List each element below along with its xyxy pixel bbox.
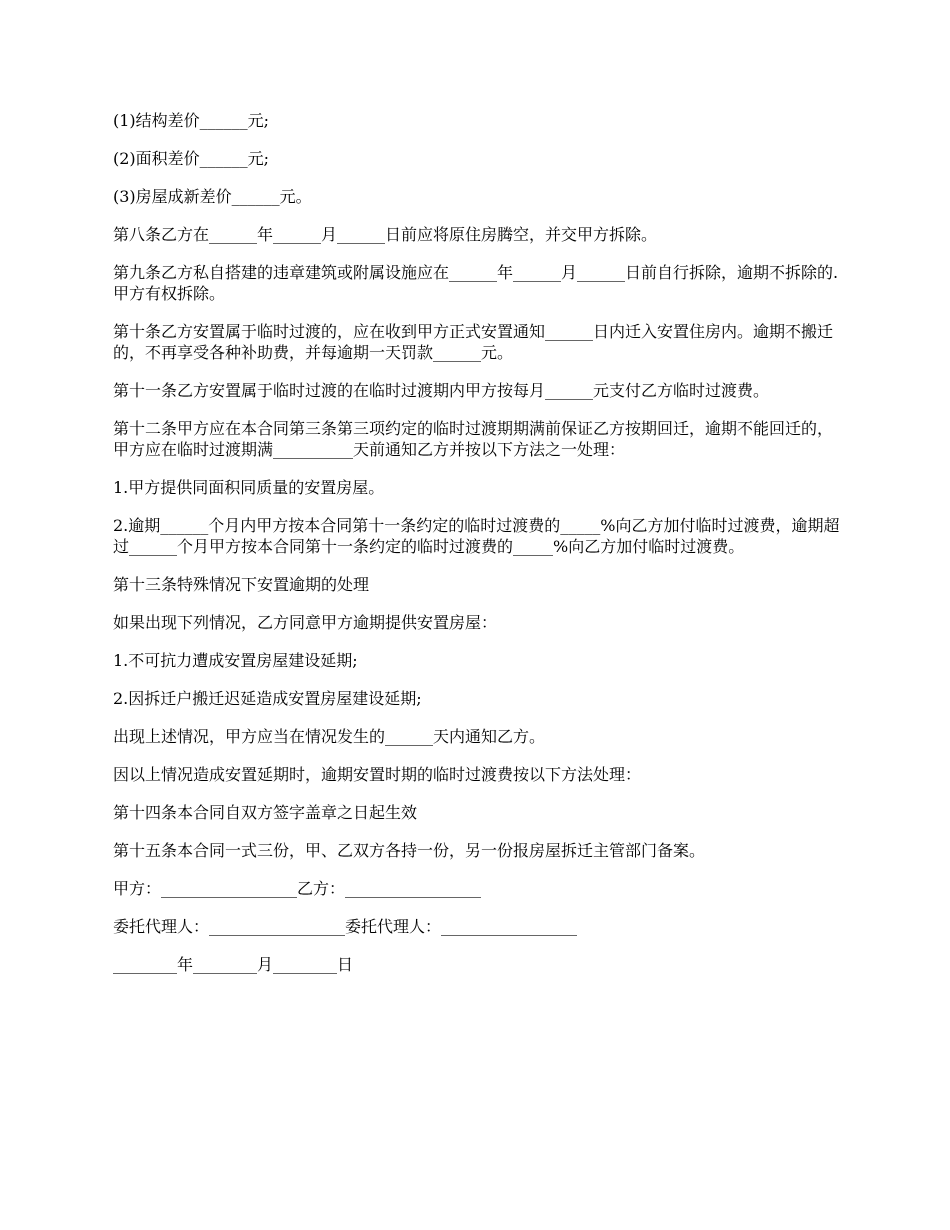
- article-13-case-1: 1.不可抗力遭成安置房屋建设延期;: [113, 651, 358, 670]
- article-11: 第十一条乙方安置属于临时过渡的在临时过渡期内甲方按每月______元支付乙方临时过渡费。: [113, 381, 770, 400]
- article-13-notice: 出现上述情况，甲方应当在情况发生的______天内通知乙方。: [113, 727, 546, 746]
- signature-parties: 甲方：_________________乙方：_________________: [113, 879, 482, 898]
- article-8: 第八条乙方在______年______月______日前应将原住房腾空，并交甲方拆除。: [113, 225, 658, 244]
- clause-area-price-diff: (2)面积差价______元;: [113, 149, 270, 168]
- article-12: 第十二条甲方应在本合同第三条第三项约定的临时过渡期期满前保证乙方按期回迁，逾期不能回迁的，甲方应在临时过渡期满__________天前通知乙方并按以下方法之一处理：: [113, 419, 834, 459]
- article-13-heading: 第十三条特殊情况下安置逾期的处理: [113, 575, 370, 594]
- clause-structure-price-diff: (1)结构差价______元;: [113, 111, 270, 130]
- article-13-intro: 如果出现下列情况，乙方同意甲方逾期提供安置房屋：: [113, 613, 498, 632]
- article-13-case-2: 2.因拆迁户搬迁迟延造成安置房屋建设延期;: [113, 689, 422, 708]
- document-page: [113, 110, 843, 992]
- article-14: 第十四条本合同自双方签字盖章之日起生效: [113, 803, 418, 822]
- signature-agents: 委托代理人：_________________委托代理人：_________________: [113, 917, 578, 936]
- article-9: 第九条乙方私自搭建的违章建筑或附属设施应在______年______月______日前自行拆除，逾期不拆除的.甲方有权拆除。: [113, 263, 839, 303]
- article-15: 第十五条本合同一式三份，甲、乙双方各持一份，另一份报房屋拆迁主管部门备案。: [113, 841, 706, 860]
- article-13-fee-handling: 因以上情况造成安置延期时，逾期安置时期的临时过渡费按以下方法处理：: [113, 765, 642, 784]
- article-12-option-1: 1.甲方提供同面积同质量的安置房屋。: [113, 478, 385, 497]
- article-12-option-2: 2.逾期______个月内甲方按本合同第十一条约定的临时过渡费的_____%向乙方加付临时过渡费，逾期超过______个月甲方按本合同第十一条约定的临时过渡费的_____%向乙方加付临时过渡费。: [113, 516, 840, 556]
- clause-newness-price-diff: (3)房屋成新差价______元。: [113, 187, 312, 206]
- article-10: 第十条乙方安置属于临时过渡的，应在收到甲方正式安置通知______日内迁入安置住房内。逾期不搬迁的，不再享受各种补助费，并每逾期一天罚款______元。: [113, 322, 834, 362]
- signature-date: ________年________月________日: [113, 955, 354, 974]
